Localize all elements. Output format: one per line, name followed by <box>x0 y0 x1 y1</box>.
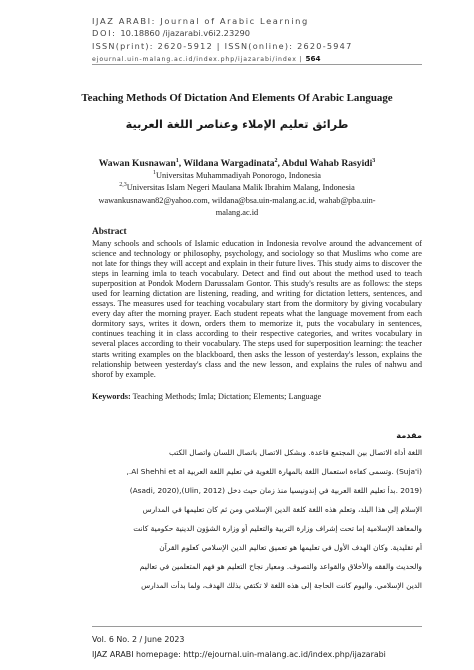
intro-line: (2019 .بدأ تعليم اللغة العربية في إندونيسيا منذ زمان حيث دخل (Ulin, 2012),(Asadi, 2020) <box>129 486 422 495</box>
email-line[interactable]: malang.ac.id <box>215 207 259 217</box>
author-separator: , <box>178 158 184 169</box>
author-name: Wildana Wargadinata <box>183 158 275 169</box>
issue-info: Vol. 6 No. 2 / June 2023 <box>92 635 185 644</box>
intro-line: الدين الإسلامي. واليوم كانت الحاجة إلى هذه اللغة لا تكتفي بذلك الهدف، ولما بدأت المدارس <box>141 581 422 590</box>
doi-label: DOI: <box>92 28 117 38</box>
author-name: Abdul Wahab Rasyidi <box>281 158 373 169</box>
keywords-text: Teaching Methods; Imla; Dictation; Elements; Language <box>130 392 322 401</box>
intro-line: والحديث والفقه والأخلاق والقواعد والتصوف. ومعيار نجاح التعليم هو فهم المتعلمين في تعاليم <box>139 562 422 571</box>
intro-line: أم تقليدية. وكان الهدف الأول في تعليمها هو تعميق تعاليم الدين الإسلامي كعلوم القرآن <box>159 543 422 552</box>
keywords <box>92 392 422 401</box>
intro-line: (Suja'i) .وتسمى كفاءة استعمال اللغة بالمهارة اللغوية في تعليم اللغة العربية Al Shehhi et al., <box>126 467 422 476</box>
author-sup: 2 <box>274 157 278 164</box>
journal-name: IJAZ ARABI: Journal of Arabic Learning <box>92 16 309 26</box>
author-sup: 3 <box>372 157 376 164</box>
author-sup: 1 <box>175 157 179 164</box>
keywords-label: Keywords: <box>92 392 131 401</box>
affiliation-sup: 1 <box>153 170 156 177</box>
affiliation-2 <box>20 183 454 192</box>
author-separator: , <box>277 158 282 169</box>
affiliation-sup: 2,3 <box>119 182 127 189</box>
issn-line: ISSN(print): 2620-5912 | ISSN(online): 2620-5947 <box>92 41 353 51</box>
footer-divider <box>92 626 422 627</box>
abstract-heading: Abstract <box>92 227 127 237</box>
affiliation-text: Universitas Muhammadiyah Ponorogo, Indonesia <box>156 171 321 180</box>
journal-url[interactable]: ejournal.uin-malang.ac.id/index.php/ijazarabi/index | <box>92 56 303 63</box>
author-name: Wawan Kusnawan <box>98 158 176 169</box>
paper-title: Teaching Methods Of Dictation And Elements Of Arabic Language <box>81 92 393 104</box>
intro-line: اللغة أداة الاتصال بين المجتمع قاعدة. وبشكل الاتصال باتصال اللسان واتصال الكتب <box>169 448 422 457</box>
intro-line: والمعاهد الإسلامية إما تحت إشراف وزارة التربية والتعليم أو وزارة الشؤون الدينية حكومية كانت <box>133 524 422 533</box>
intro-heading: مقدمة <box>396 430 422 440</box>
doi-line <box>92 28 422 38</box>
doi-value[interactable]: 10.18860 /ijazarabi.v6i2.23290 <box>120 28 251 38</box>
journal-homepage[interactable]: IJAZ ARABI homepage: http://ejournal.uin-malang.ac.id/index.php/ijazarabi <box>92 650 386 659</box>
intro-line: الإسلام إلى هذا البلد، وتعلم هذه اللغة كلغة الدين الإسلامي ومن ثم كان تعليمها في المدارس <box>142 505 422 514</box>
page-number: 564 <box>305 54 321 63</box>
author-list <box>20 158 454 169</box>
abstract-text: Many schools and schools of Islamic education in Indonesia revolve around the advancement of science and technology or philosophy, psychology, and sociology so that Muslims who come are not late for things they will accept and explain in their future lives. This study aims to discover the steps in learning imla to teach vocabulary. Detect and find out about the method used to teach superposition at Pondok Modern Darussalam Gontor. This study's results are as follows: the steps used for learning dictation are listening, reading, and writing for dictation letters, sentences, and essays. The measures used for teaching vocabulary start from the dormitory by giving vocabulary every day after the morning prayer. Each student repeats what the language movement from each dormitory says, writes it down, orders them to memorize it, puts the vocabulary in sentences, continues teaching it in class according to their respective categories, and writes vocabulary in several places according to their vocabulary. The steps used for superposition learning: the teacher starts writing examples on the blackboard, then asks the lesson of yesterday's lesson, explains the relationship between yesterday's class and the new lesson, and explains the rules of nahwu and shorof by example. <box>92 239 422 379</box>
email-line[interactable]: wawankusnawan82@yahoo.com, wildana@bsa.uin-malang.ac.id, wahab@pba.uin- <box>98 196 376 205</box>
author-emails <box>60 195 414 218</box>
arabic-title: طرائق تعليم الإملاء وعناصر اللغة العربية <box>125 118 349 131</box>
header-divider <box>92 64 422 65</box>
url-line <box>92 54 422 63</box>
affiliation-text: Universitas Islam Negeri Maulana Malik Ibrahim Malang, Indonesia <box>126 183 355 192</box>
affiliation-1 <box>20 171 454 180</box>
